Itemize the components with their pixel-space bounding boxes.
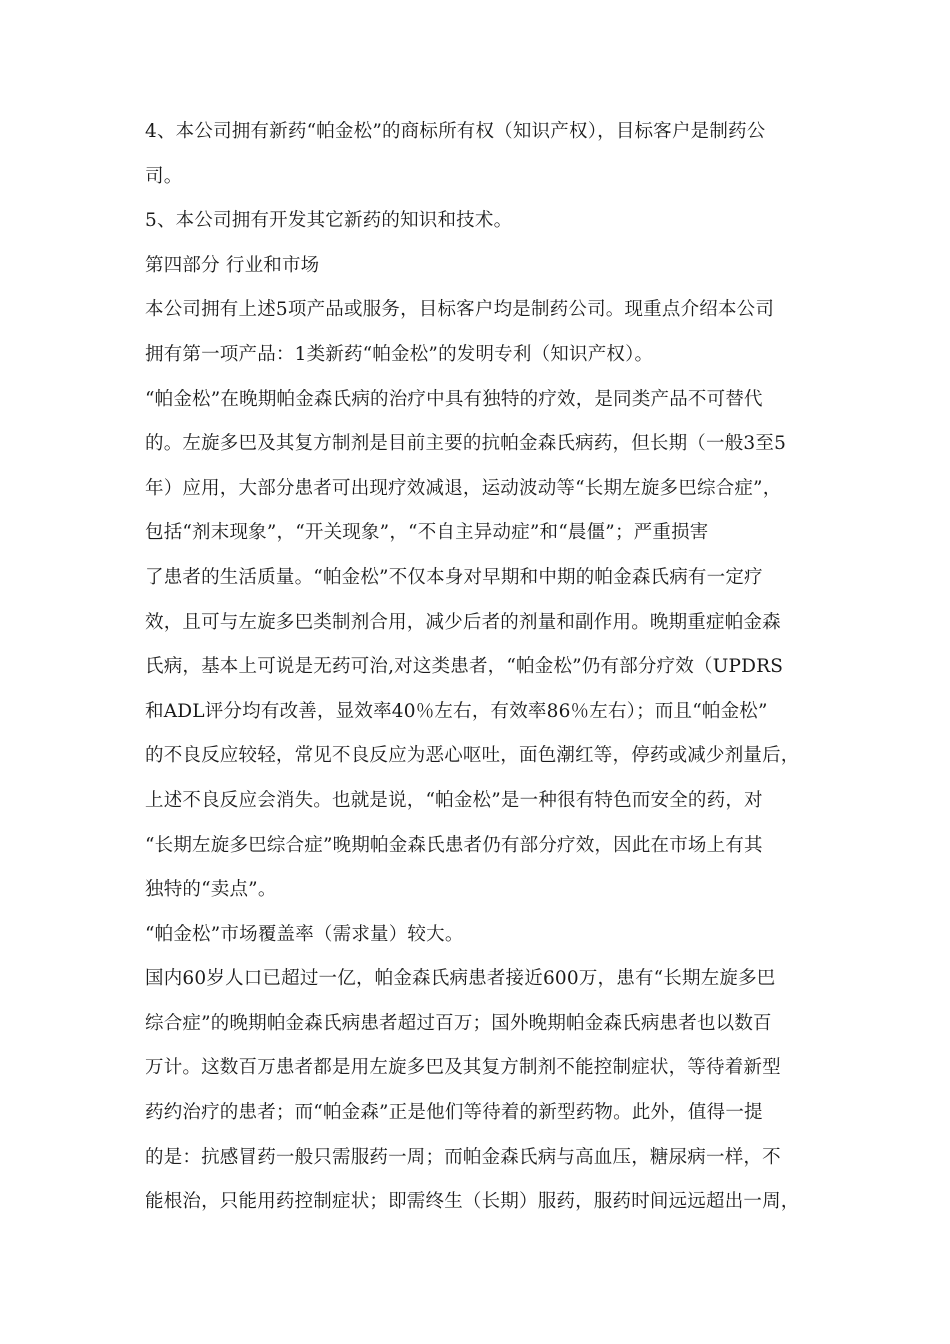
text-line: 能根治，只能用药控制症状；即需终生（长期）服药，服药时间远远超出一周， [145,1191,800,1213]
paragraph-item-5 [145,199,810,244]
paragraph-intro [145,288,810,377]
text-line: 的。左旋多巴及其复方制剂是目前主要的抗帕金森氏病药，但长期（一般3至5 [145,433,787,455]
text-line: 5、本公司拥有开发其它新药的知识和技术。 [145,210,513,232]
text-line: 效，且可与左旋多巴类制剂合用，减少后者的剂量和副作用。晚期重症帕金森 [145,611,781,633]
text-line: “长期左旋多巴综合症”晚期帕金森氏患者仍有部分疗效，因此在市场上有其 [145,834,763,856]
text-line: 国内60岁人口已超过一亿，帕金森氏病患者接近600万，患有“长期左旋多巴 [145,968,776,990]
text-line: 4、本公司拥有新药“帕金松”的商标所有权（知识产权），目标客户是制药公 [145,121,766,142]
text-line: 司。 [145,165,183,187]
text-line: 的不良反应较轻，常见不良反应为恶心呕吐，面色潮红等，停药或减少剂量后， [145,745,800,767]
paragraph-item-4 [145,110,810,199]
text-line: 本公司拥有上述5项产品或服务，目标客户均是制药公司。现重点介绍本公司 [145,299,775,321]
text-line: 氏病，基本上可说是无药可治,对这类患者，“帕金松”仍有部分疗效（UPDRS [145,656,784,678]
text-line: 了患者的生活质量。“帕金松”不仅本身对早期和中期的帕金森氏病有一定疗 [145,566,763,588]
paragraph-coverage [145,913,810,958]
paragraph-efficacy [145,378,810,913]
text-line: 独特的“卖点”。 [145,879,277,901]
text-line: 包括“剂末现象”，“开关现象”，“不自主异动症”和“晨僵”；严重损害 [145,522,709,544]
section-heading [145,244,810,289]
text-line: 综合症”的晚期帕金森氏病患者超过百万；国外晚期帕金森氏病患者也以数百 [145,1012,772,1034]
text-line: 上述不良反应会消失。也就是说，“帕金松”是一种很有特色而安全的药，对 [145,789,763,811]
text-line: 和ADL评分均有改善，显效率40％左右，有效率86％左右）；而且“帕金松” [145,700,768,722]
paragraph-market [145,957,810,1225]
document-body [145,110,810,1225]
text-line: 药约治疗的患者；而“帕金森”正是他们等待着的新型药物。此外，值得一提 [145,1102,763,1124]
text-line: 拥有第一项产品：1类新药“帕金松”的发明专利（知识产权）。 [145,343,654,365]
text-line: 年）应用，大部分患者可出现疗效减退，运动波动等“长期左旋多巴综合症”， [145,477,782,499]
text-line: 万计。这数百万患者都是用左旋多巴及其复方制剂不能控制症状，等待着新型 [145,1057,781,1079]
text-line: “帕金松”在晚期帕金森氏病的治疗中具有独特的疗效，是同类产品不可替代 [145,388,763,410]
text-line: “帕金松”市场覆盖率（需求量）较大。 [145,923,464,945]
text-line: 的是：抗感冒药一般只需服药一周；而帕金森氏病与高血压，糖尿病一样，不 [145,1146,781,1168]
section-title: 第四部分 行业和市场 [145,254,320,276]
